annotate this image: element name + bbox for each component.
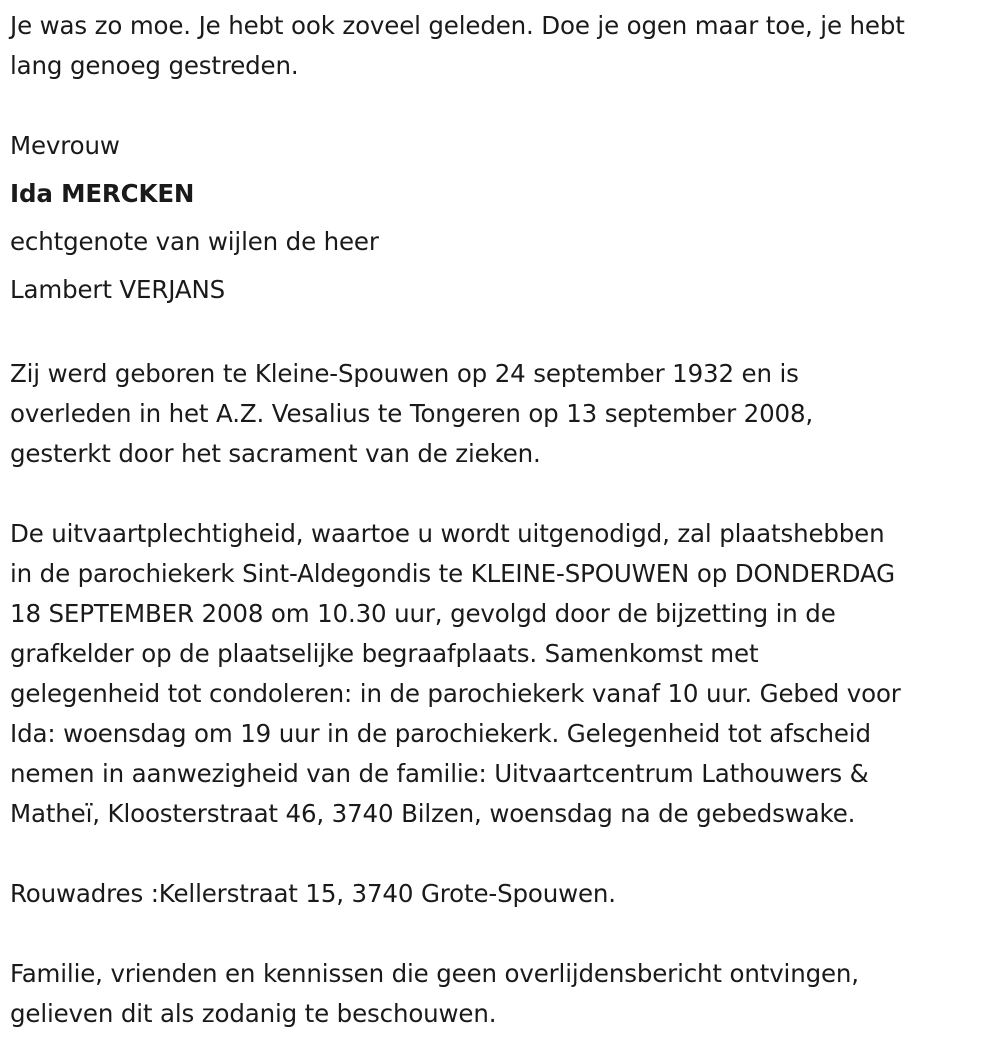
funeral-paragraph (10, 514, 995, 834)
paragraph-gap (10, 914, 995, 954)
paragraph-line: overleden in het A.Z. Vesalius te Tongeren op 13 september 2008, (10, 399, 814, 428)
paragraph-line: gelegenheid tot condoleren: in de parochiekerk vanaf 10 uur. Gebed voor (10, 679, 901, 708)
paragraph-line: Matheï, Kloosterstraat 46, 3740 Bilzen, woensdag na de gebedswake. (10, 799, 856, 828)
paragraph-line: grafkelder op de plaatselijke begraafplaats. Samenkomst met (10, 639, 759, 668)
paragraph-line: Ida: woensdag om 19 uur in de parochiekerk. Gelegenheid tot afscheid (10, 719, 871, 748)
address-paragraph (10, 874, 995, 914)
paragraph-line: Zij werd geboren te Kleine-Spouwen op 24 september 1932 en is (10, 359, 799, 388)
closing-paragraph (10, 954, 995, 1034)
mourning-address: Rouwadres :Kellerstraat 15, 3740 Grote-Spouwen. (10, 879, 616, 908)
paragraph-line: De uitvaartplechtigheid, waartoe u wordt uitgenodigd, zal plaatshebben (10, 519, 885, 548)
obituary-document (10, 6, 995, 1034)
verse-paragraph (10, 6, 995, 86)
paragraph-line: 18 SEPTEMBER 2008 om 10.30 uur, gevolgd door de bijzetting in de (10, 599, 836, 628)
paragraph-line: gelieven dit als zodanig te beschouwen. (10, 999, 497, 1028)
paragraph-line: Familie, vrienden en kennissen die geen overlijdensbericht ontvingen, (10, 959, 859, 988)
deceased-relation: echtgenote van wijlen de heer (10, 227, 379, 256)
paragraph-line: nemen in aanwezigheid van de familie: Uitvaartcentrum Lathouwers & (10, 759, 869, 788)
verse-line: Je was zo moe. Je hebt ook zoveel geleden. Doe je ogen maar toe, je hebt (10, 11, 905, 40)
paragraph-gap (10, 86, 995, 126)
deceased-name: Ida MERCKEN (10, 179, 195, 208)
paragraph-gap (10, 314, 995, 354)
deceased-spouse: Lambert VERJANS (10, 275, 226, 304)
deceased-title: Mevrouw (10, 131, 120, 160)
paragraph-line: gesterkt door het sacrament van de zieken. (10, 439, 541, 468)
paragraph-gap (10, 834, 995, 874)
deceased-block (10, 122, 995, 314)
verse-line: lang genoeg gestreden. (10, 51, 299, 80)
paragraph-gap (10, 474, 995, 514)
birth-death-paragraph (10, 354, 995, 474)
paragraph-line: in de parochiekerk Sint-Aldegondis te KLEINE-SPOUWEN op DONDERDAG (10, 559, 895, 588)
